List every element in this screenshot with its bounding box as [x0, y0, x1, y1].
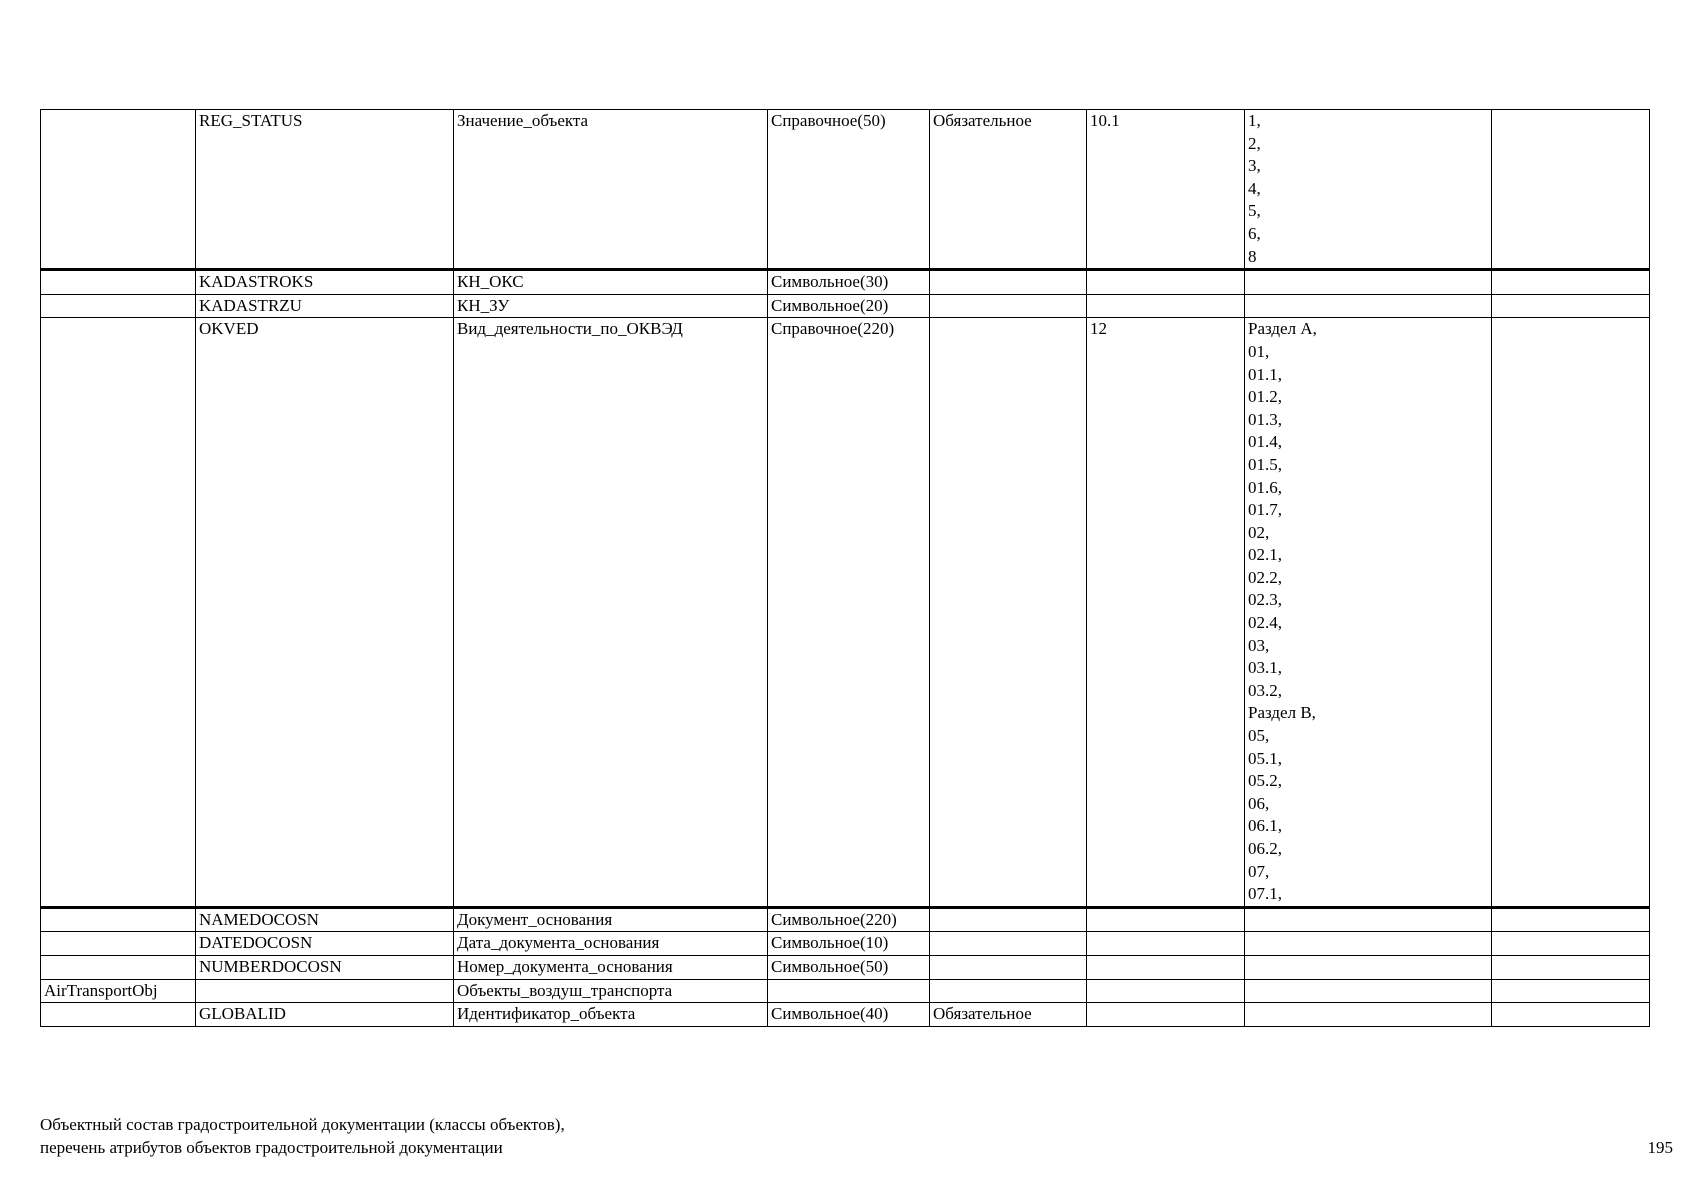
reference-cell: 12: [1087, 318, 1245, 907]
allowed-value: 07,: [1248, 861, 1270, 881]
allowed-value: 06,: [1248, 793, 1270, 813]
field-alias-cell: Документ_основания: [454, 907, 768, 932]
allowed-value: 03.1,: [1248, 658, 1282, 678]
field-alias-cell: Идентификатор_объекта: [454, 1003, 768, 1027]
allowed-value: 01.7,: [1248, 500, 1282, 520]
table-row: [41, 1003, 1650, 1027]
allowed-value: Раздел A,: [1248, 319, 1317, 339]
allowed-value: 5,: [1248, 201, 1261, 221]
note-cell: [1492, 294, 1650, 318]
allowed-value: Раздел B,: [1248, 703, 1316, 723]
allowed-value: 01.3,: [1248, 409, 1282, 429]
allowed-values-cell: [1245, 955, 1492, 979]
allowed-value: 4,: [1248, 178, 1261, 198]
note-cell: [1492, 110, 1650, 270]
field-alias-cell: Объекты_воздуш_транспорта: [454, 979, 768, 1003]
class-name-cell: [41, 270, 196, 295]
class-name-cell: [41, 907, 196, 932]
allowed-value: 02.1,: [1248, 545, 1282, 565]
table-row: [41, 932, 1650, 956]
page-footer: [40, 1113, 565, 1159]
allowed-values-cell: [1245, 318, 1492, 907]
note-cell: [1492, 955, 1650, 979]
note-cell: [1492, 270, 1650, 295]
table-row: [41, 955, 1650, 979]
footer-line-2: перечень атрибутов объектов градостроительной документации: [40, 1138, 503, 1157]
table-row: [41, 907, 1650, 932]
reference-cell: [1087, 294, 1245, 318]
required-cell: Обязательное: [930, 1003, 1087, 1027]
field-alias-cell: Значение_объекта: [454, 110, 768, 270]
allowed-value: 06.2,: [1248, 839, 1282, 858]
note-cell: [1492, 1003, 1650, 1027]
allowed-value: 05.1,: [1248, 748, 1282, 768]
reference-cell: [1087, 979, 1245, 1003]
table-row: [41, 318, 1650, 907]
allowed-value: 8: [1248, 246, 1257, 266]
field-type-cell: [768, 979, 930, 1003]
allowed-value: 6,: [1248, 223, 1261, 243]
page-number: 195: [1647, 1138, 1673, 1157]
allowed-values-cell: [1245, 110, 1492, 270]
allowed-value: 1,: [1248, 111, 1261, 130]
reference-cell: 10.1: [1087, 110, 1245, 270]
footer-line-1: Объектный состав градостроительной документации (классы объектов),: [40, 1115, 565, 1134]
field-type-cell: Символьное(30): [768, 270, 930, 295]
field-name-cell: OKVED: [196, 318, 454, 907]
note-cell: [1492, 932, 1650, 956]
allowed-value: 2,: [1248, 133, 1261, 153]
field-type-cell: Справочное(220): [768, 318, 930, 907]
field-type-cell: Символьное(10): [768, 932, 930, 956]
class-name-cell: [41, 294, 196, 318]
class-name-cell: AirTransportObj: [41, 979, 196, 1003]
table-row: [41, 979, 1650, 1003]
note-cell: [1492, 318, 1650, 907]
allowed-value: 05,: [1248, 726, 1270, 746]
reference-cell: [1087, 955, 1245, 979]
reference-cell: [1087, 270, 1245, 295]
reference-cell: [1087, 932, 1245, 956]
field-alias-cell: Номер_документа_основания: [454, 955, 768, 979]
field-name-cell: REG_STATUS: [196, 110, 454, 270]
required-cell: [930, 318, 1087, 907]
allowed-value: 01.1,: [1248, 364, 1282, 384]
field-alias-cell: Вид_деятельности_по_ОКВЭД: [454, 318, 768, 907]
field-name-cell: NAMEDOCOSN: [196, 907, 454, 932]
allowed-value: 07.1,: [1248, 884, 1282, 904]
allowed-value: 02,: [1248, 522, 1270, 542]
allowed-value: 3,: [1248, 156, 1261, 176]
table-row: [41, 110, 1650, 270]
required-cell: [930, 270, 1087, 295]
allowed-value: 03,: [1248, 635, 1270, 655]
field-alias-cell: Дата_документа_основания: [454, 932, 768, 956]
field-type-cell: Символьное(50): [768, 955, 930, 979]
required-cell: [930, 907, 1087, 932]
field-name-cell: KADASTROKS: [196, 270, 454, 295]
allowed-value: 05.2,: [1248, 771, 1282, 791]
reference-cell: [1087, 1003, 1245, 1027]
allowed-value: 02.4,: [1248, 613, 1282, 633]
allowed-values-cell: [1245, 932, 1492, 956]
class-name-cell: [41, 932, 196, 956]
allowed-value: 03.2,: [1248, 680, 1282, 700]
class-name-cell: [41, 1003, 196, 1027]
field-name-cell: [196, 979, 454, 1003]
field-type-cell: Символьное(220): [768, 907, 930, 932]
required-cell: [930, 955, 1087, 979]
table-row: [41, 294, 1650, 318]
class-name-cell: [41, 318, 196, 907]
allowed-value: 02.2,: [1248, 567, 1282, 587]
required-cell: [930, 294, 1087, 318]
allowed-values-cell: [1245, 294, 1492, 318]
field-type-cell: Символьное(20): [768, 294, 930, 318]
field-name-cell: KADASTRZU: [196, 294, 454, 318]
field-type-cell: Справочное(50): [768, 110, 930, 270]
allowed-value: 01.4,: [1248, 432, 1282, 452]
field-type-cell: Символьное(40): [768, 1003, 930, 1027]
allowed-value: 01,: [1248, 341, 1270, 361]
allowed-values-cell: [1245, 270, 1492, 295]
field-alias-cell: КН_ЗУ: [454, 294, 768, 318]
allowed-values-cell: [1245, 979, 1492, 1003]
required-cell: [930, 932, 1087, 956]
allowed-value: 06.1,: [1248, 816, 1282, 836]
allowed-value: 01.6,: [1248, 477, 1282, 497]
allowed-value: 01.2,: [1248, 387, 1282, 407]
field-name-cell: DATEDOCOSN: [196, 932, 454, 956]
field-name-cell: NUMBERDOCOSN: [196, 955, 454, 979]
note-cell: [1492, 979, 1650, 1003]
table-body: [41, 110, 1650, 1027]
allowed-value: 01.5,: [1248, 454, 1282, 474]
required-cell: Обязательное: [930, 110, 1087, 270]
class-name-cell: [41, 110, 196, 270]
required-cell: [930, 979, 1087, 1003]
note-cell: [1492, 907, 1650, 932]
reference-cell: [1087, 907, 1245, 932]
allowed-values-cell: [1245, 1003, 1492, 1027]
table-row: [41, 270, 1650, 295]
field-name-cell: GLOBALID: [196, 1003, 454, 1027]
class-name-cell: [41, 955, 196, 979]
allowed-value: 02.3,: [1248, 590, 1282, 610]
allowed-values-cell: [1245, 907, 1492, 932]
attribute-table: [40, 109, 1650, 1027]
field-alias-cell: КН_ОКС: [454, 270, 768, 295]
